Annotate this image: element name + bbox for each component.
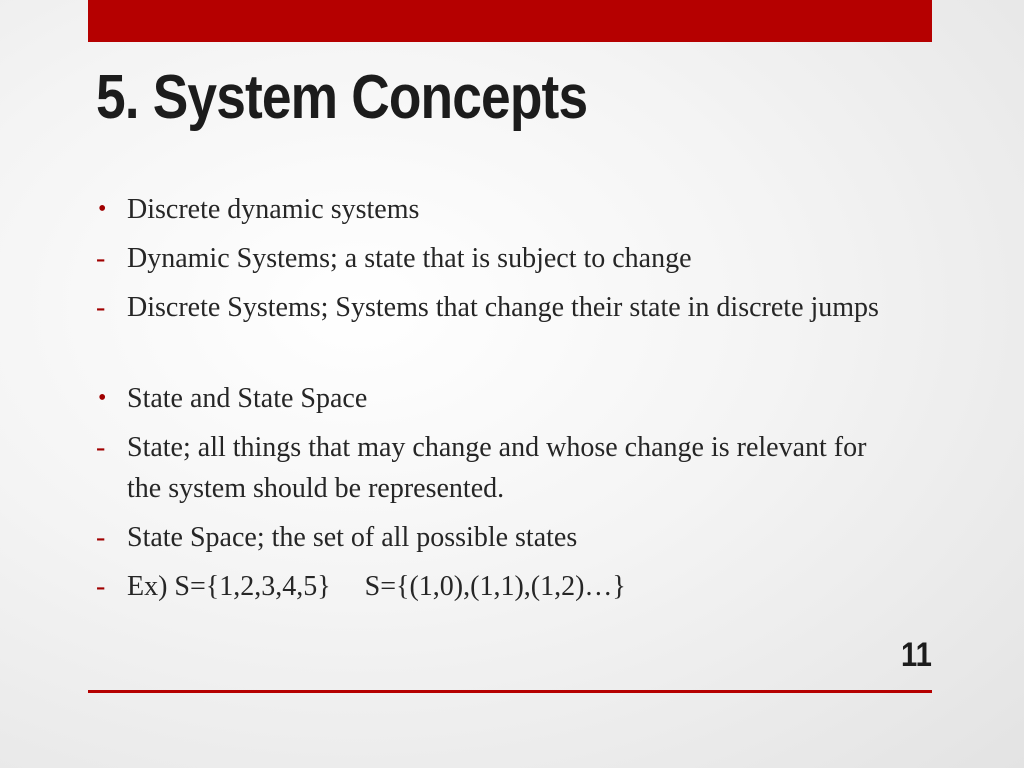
dash-marker: - [96, 522, 106, 553]
dash-item [96, 427, 886, 509]
example-set-b: S={(1,0),(1,1),(1,2)…} [364, 571, 626, 602]
dash-marker: - [96, 292, 106, 323]
slide-title: 5. System Concepts [96, 63, 588, 132]
dash-text: State; all things that may change and whose change is relevant for the system should be represented. [127, 432, 867, 504]
dash-marker: - [96, 571, 106, 602]
bullet-marker: • [98, 385, 107, 411]
bottom-accent-line [88, 690, 932, 693]
bullet-text: Discrete dynamic systems [127, 194, 420, 225]
slide-number: 11 [901, 636, 932, 674]
bullet-text: State and State Space [127, 383, 368, 414]
bullet-marker: • [98, 196, 107, 222]
dash-item [96, 287, 886, 328]
bullet-item [96, 189, 886, 230]
dash-marker: - [96, 243, 106, 274]
slide-content [96, 189, 886, 615]
dash-item [96, 566, 886, 607]
example-set-a: Ex) S={1,2,3,4,5} [127, 571, 331, 602]
bullet-item [96, 378, 886, 419]
dash-text: Dynamic Systems; a state that is subject to change [127, 243, 692, 274]
dash-marker: - [96, 432, 106, 463]
dash-item [96, 238, 886, 279]
top-accent-bar [88, 0, 932, 42]
dash-text: Discrete Systems; Systems that change their state in discrete jumps [127, 292, 879, 323]
dash-text: State Space; the set of all possible states [127, 522, 578, 553]
section-gap [96, 336, 886, 378]
dash-item [96, 517, 886, 558]
